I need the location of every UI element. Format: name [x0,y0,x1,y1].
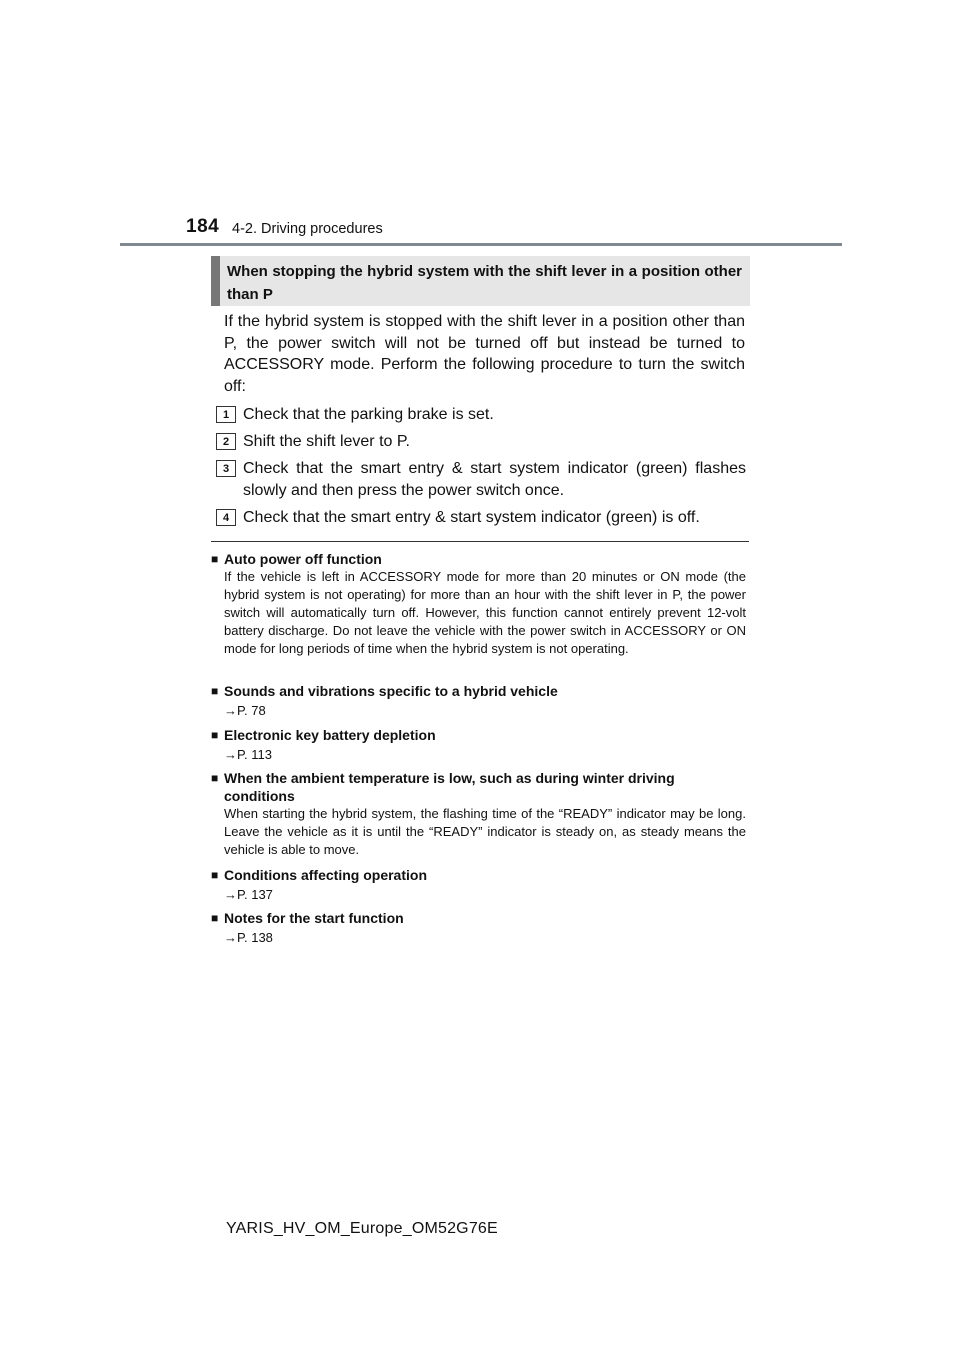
step-text: Shift the shift lever to P. [243,433,410,450]
square-bullet-icon: ■ [211,771,219,785]
section-label: 4-2. Driving procedures [232,221,383,237]
step-number: 1 [216,406,236,423]
note-heading [211,866,746,884]
step-text: Check that the parking brake is set. [243,406,494,423]
square-bullet-icon: ■ [211,728,219,742]
note-start-function [211,909,746,947]
note-conditions [211,866,746,904]
square-bullet-icon: ■ [211,684,219,698]
step-text: Check that the smart entry & start system indicator (green) is off. [243,509,700,526]
page-reference-link[interactable]: →P. 138 [224,930,273,945]
note-heading [211,909,746,927]
step-number: 2 [216,433,236,450]
square-bullet-icon: ■ [211,868,219,882]
page-reference-link[interactable]: →P. 78 [224,703,266,718]
page-number: 184 [186,216,220,237]
note-title: When the ambient temperature is low, such as during winter driving conditions [224,770,675,804]
note-title: Conditions affecting operation [224,867,427,883]
page-reference-link[interactable]: →P. 113 [224,747,272,762]
note-title: Notes for the start function [224,910,404,926]
note-auto-power-off [211,550,746,658]
note-title: Sounds and vibrations specific to a hybrid vehicle [224,683,558,699]
note-heading [211,682,746,700]
note-heading [211,726,746,744]
note-key-battery [211,726,746,764]
note-title: Electronic key battery depletion [224,727,436,743]
step-number: 3 [216,460,236,477]
box-title: When stopping the hybrid system with the shift lever in a position other than P [211,256,750,306]
note-heading [211,550,746,568]
step-number: 4 [216,509,236,526]
note-body: If the vehicle is left in ACCESSORY mode for more than 20 minutes or ON mode (the hybrid system is not operating) for more than an hour with the shift lever in P, the power switch will automatically turn off. However, this function cannot entirely prevent 12-volt battery discharge. Do not leave the vehicle with the power switch in ACCESSORY or ON mode for long periods of time when the hybrid system is not operating. [224,569,746,656]
square-bullet-icon: ■ [211,911,219,925]
intro-paragraph: If the hybrid system is stopped with the shift lever in a position other than P, the power switch will not be turned off but instead be turned to ACCESSORY mode. Perform the following procedure to turn the switch off: [224,313,745,395]
footer-document-code: YARIS_HV_OM_Europe_OM52G76E [226,1220,498,1237]
note-low-temperature [211,769,746,859]
header-rule [120,243,842,246]
note-body: When starting the hybrid system, the flashing time of the “READY” indicator may be long. Leave the vehicle as it is until the “READY” indicator is steady on, as steady means the vehicle is able to move. [224,806,746,857]
note-sounds-vibrations [211,682,746,720]
square-bullet-icon: ■ [211,552,219,566]
page-reference-link[interactable]: →P. 137 [224,887,273,902]
note-heading [211,769,746,805]
step-text: Check that the smart entry & start system indicator (green) flashes slowly and then press the power switch once. [243,460,746,499]
note-title: Auto power off function [224,551,382,567]
section-divider [211,541,749,542]
